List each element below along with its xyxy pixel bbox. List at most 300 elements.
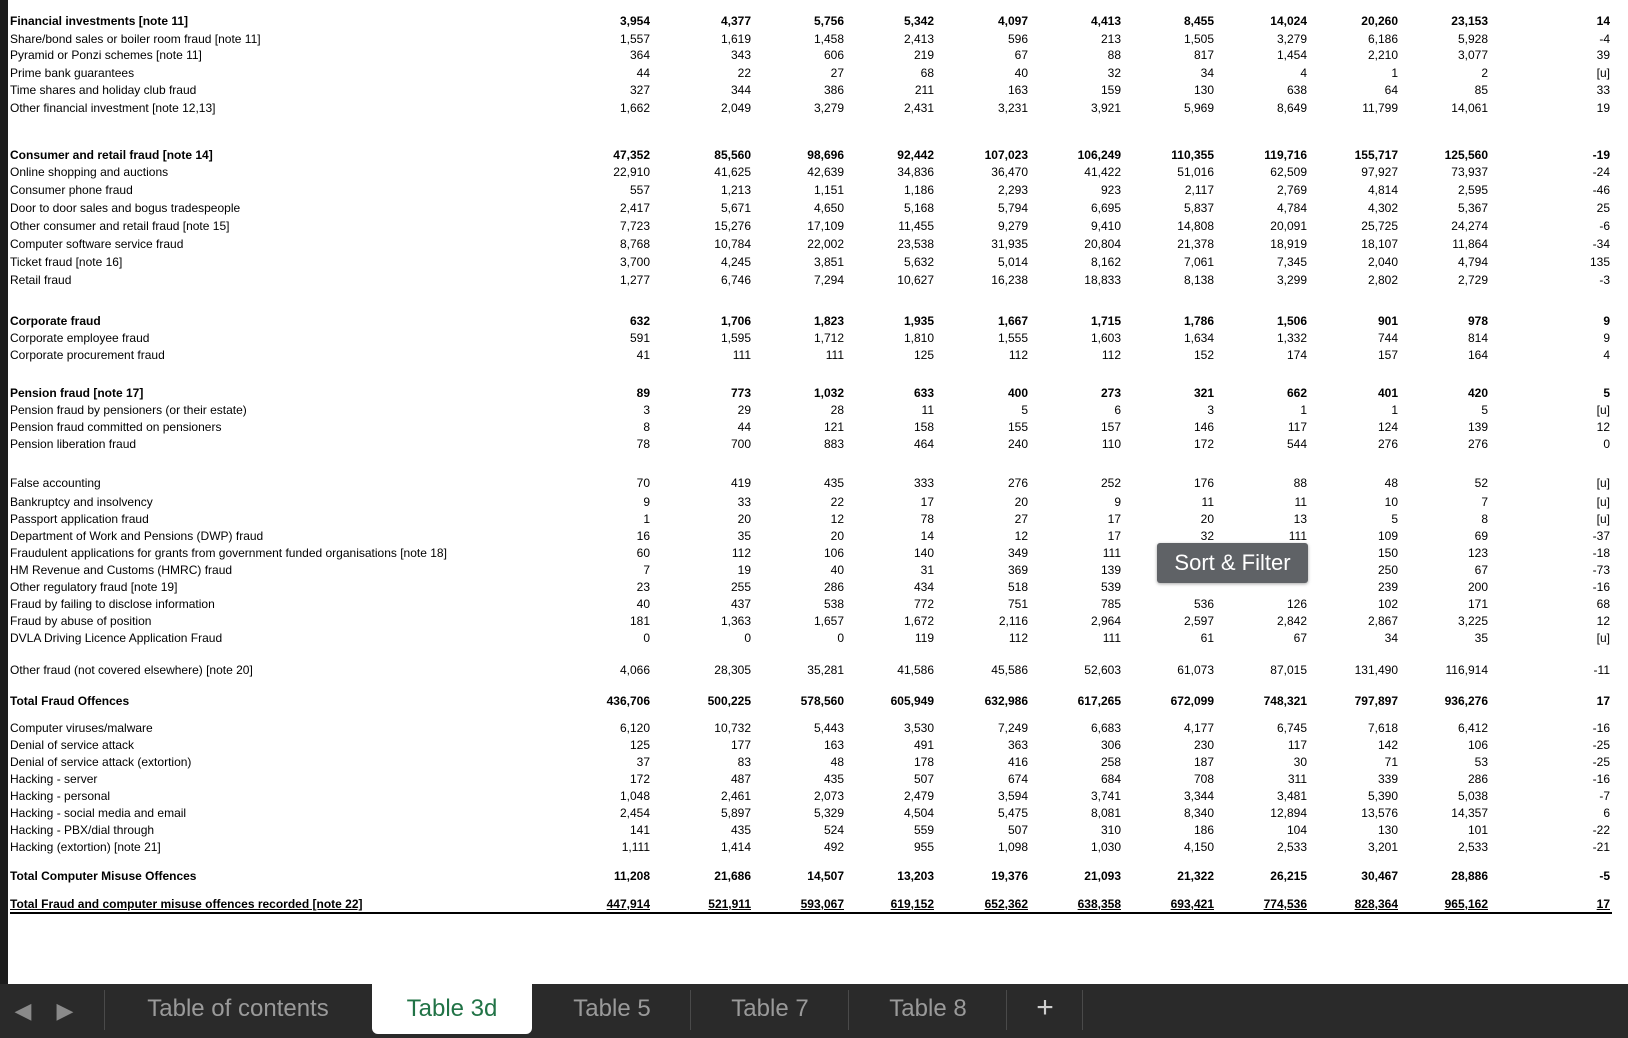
table-cell[interactable]: 200 — [1467, 580, 1488, 594]
table-cell[interactable]: 4,377 — [720, 14, 751, 28]
table-cell[interactable]: 17 — [1107, 512, 1121, 526]
table-cell[interactable]: 13,576 — [1361, 806, 1398, 820]
table-cell[interactable]: -19 — [1592, 148, 1610, 162]
table-cell[interactable]: 9,410 — [1090, 219, 1121, 233]
table-cell[interactable]: 70 — [636, 476, 650, 490]
table-cell[interactable]: 4,302 — [1367, 201, 1398, 215]
table-cell[interactable]: 18,919 — [1270, 237, 1307, 251]
table-cell[interactable]: 67 — [1293, 631, 1307, 645]
row-label[interactable]: Corporate employee fraud — [10, 331, 150, 345]
table-cell[interactable]: 112 — [1008, 631, 1028, 645]
table-cell[interactable]: 34 — [1384, 631, 1398, 645]
table-cell[interactable]: 632 — [629, 314, 650, 328]
table-cell[interactable]: 6,683 — [1090, 721, 1121, 735]
table-cell[interactable]: 11 — [1201, 495, 1214, 509]
table-cell[interactable]: 44 — [636, 66, 650, 80]
table-cell[interactable]: 6,745 — [1276, 721, 1307, 735]
table-cell[interactable]: 1,505 — [1183, 32, 1214, 46]
table-cell[interactable]: 152 — [1193, 348, 1214, 362]
table-cell[interactable]: 617,265 — [1077, 694, 1121, 708]
table-cell[interactable]: 52,603 — [1084, 663, 1121, 677]
table-cell[interactable]: 344 — [730, 83, 751, 97]
row-label[interactable]: Other consumer and retail fraud [note 15] — [10, 219, 230, 233]
table-cell[interactable]: 28,886 — [1451, 869, 1488, 883]
row-label[interactable]: Consumer and retail fraud [note 14] — [10, 148, 213, 162]
table-cell[interactable]: 1 — [1300, 403, 1307, 417]
table-cell[interactable]: 774,536 — [1263, 897, 1307, 911]
table-cell[interactable]: 37 — [636, 755, 650, 769]
table-cell[interactable]: [u] — [1596, 66, 1610, 80]
table-cell[interactable]: 155 — [1007, 420, 1028, 434]
table-cell[interactable]: 5,837 — [1183, 201, 1214, 215]
table-cell[interactable]: 492 — [823, 840, 844, 854]
row-label[interactable]: Corporate procurement fraud — [10, 348, 165, 362]
table-cell[interactable]: 40 — [830, 563, 844, 577]
table-cell[interactable]: 8 — [643, 420, 650, 434]
table-cell[interactable]: 12,894 — [1270, 806, 1307, 820]
table-cell[interactable]: 139 — [1100, 563, 1121, 577]
table-cell[interactable]: 30 — [1293, 755, 1307, 769]
row-label[interactable]: False accounting — [10, 476, 101, 490]
table-cell[interactable]: 2,595 — [1457, 183, 1488, 197]
table-cell[interactable]: 26,215 — [1270, 869, 1307, 883]
table-cell[interactable]: -25 — [1592, 738, 1610, 752]
table-cell[interactable]: -37 — [1592, 529, 1610, 543]
table-cell[interactable]: 85,560 — [714, 148, 751, 162]
table-cell[interactable]: 44 — [737, 420, 751, 434]
table-cell[interactable]: [u] — [1596, 631, 1610, 645]
table-cell[interactable]: 619,152 — [890, 897, 934, 911]
table-cell[interactable]: 4,814 — [1367, 183, 1398, 197]
row-label[interactable]: Pension fraud committed on pensioners — [10, 420, 222, 434]
table-cell[interactable]: 3,481 — [1276, 789, 1307, 803]
table-cell[interactable]: 10,732 — [714, 721, 751, 735]
table-cell[interactable]: 3 — [643, 403, 650, 417]
table-cell[interactable]: 1,332 — [1276, 331, 1307, 345]
table-cell[interactable]: 538 — [823, 597, 844, 611]
table-cell[interactable]: [u] — [1596, 512, 1610, 526]
table-cell[interactable]: 106 — [1467, 738, 1488, 752]
table-cell[interactable]: 276 — [1377, 437, 1398, 451]
table-cell[interactable]: 306 — [1100, 738, 1121, 752]
table-cell[interactable]: 97,927 — [1361, 165, 1398, 179]
table-cell[interactable]: 828,364 — [1354, 897, 1398, 911]
table-cell[interactable]: 5,342 — [903, 14, 934, 28]
table-cell[interactable]: 507 — [1007, 823, 1028, 837]
row-label[interactable]: Corporate fraud — [10, 314, 101, 328]
table-cell[interactable]: 45,586 — [991, 663, 1028, 677]
table-cell[interactable]: 20,091 — [1270, 219, 1307, 233]
table-cell[interactable]: 2,073 — [813, 789, 844, 803]
row-label[interactable]: Pension fraud [note 17] — [10, 386, 144, 400]
table-cell[interactable]: 89 — [636, 386, 650, 400]
table-cell[interactable]: 20 — [830, 529, 844, 543]
table-cell[interactable]: 8,340 — [1183, 806, 1214, 820]
table-cell[interactable]: 6,746 — [720, 273, 751, 287]
table-cell[interactable]: 7,618 — [1367, 721, 1398, 735]
table-cell[interactable]: 536 — [1193, 597, 1214, 611]
table-cell[interactable]: 2,533 — [1276, 840, 1307, 854]
table-cell[interactable]: -18 — [1592, 546, 1610, 560]
table-cell[interactable]: 31 — [920, 563, 934, 577]
table-cell[interactable]: -22 — [1592, 823, 1610, 837]
table-cell[interactable]: 2,049 — [720, 101, 751, 115]
table-cell[interactable]: 593,067 — [800, 897, 844, 911]
table-cell[interactable]: 14,507 — [807, 869, 844, 883]
table-cell[interactable]: 2,454 — [619, 806, 650, 820]
add-sheet-button[interactable]: + — [1036, 991, 1054, 1024]
table-cell[interactable]: -34 — [1592, 237, 1610, 251]
table-cell[interactable]: 140 — [913, 546, 934, 560]
table-cell[interactable]: 139 — [1467, 420, 1488, 434]
table-cell[interactable]: 22,002 — [807, 237, 844, 251]
table-cell[interactable]: 20,804 — [1084, 237, 1121, 251]
table-cell[interactable]: 11 — [1294, 495, 1307, 509]
tab-table-8[interactable]: Table 8 — [889, 995, 967, 1022]
table-cell[interactable]: 158 — [913, 420, 934, 434]
tab-table-5[interactable]: Table 5 — [573, 995, 651, 1022]
table-cell[interactable]: 539 — [1100, 580, 1121, 594]
table-cell[interactable]: 339 — [1377, 772, 1398, 786]
row-label[interactable]: Financial investments [note 11] — [10, 14, 189, 28]
table-cell[interactable]: 2,533 — [1457, 840, 1488, 854]
table-cell[interactable]: 163 — [823, 738, 844, 752]
table-cell[interactable]: 1,186 — [903, 183, 934, 197]
table-cell[interactable]: 4,066 — [619, 663, 650, 677]
row-label[interactable]: Hacking (extortion) [note 21] — [10, 840, 161, 854]
table-cell[interactable]: 29 — [737, 403, 751, 417]
table-cell[interactable]: 5,632 — [903, 255, 934, 269]
table-cell[interactable]: 1,030 — [1090, 840, 1121, 854]
table-cell[interactable]: 106 — [823, 546, 844, 560]
table-cell[interactable]: 7,723 — [619, 219, 650, 233]
table-cell[interactable]: 14,808 — [1177, 219, 1214, 233]
previous-sheet-icon[interactable]: ◀ — [14, 998, 32, 1023]
table-cell[interactable]: 64 — [1384, 83, 1398, 97]
table-cell[interactable]: 744 — [1377, 331, 1398, 345]
table-cell[interactable]: 35 — [737, 529, 751, 543]
table-cell[interactable]: 978 — [1467, 314, 1488, 328]
table-cell[interactable]: 18,833 — [1084, 273, 1121, 287]
table-cell[interactable]: 126 — [1286, 597, 1307, 611]
table-cell[interactable]: 15,276 — [714, 219, 751, 233]
table-cell[interactable]: 83 — [737, 755, 751, 769]
table-cell[interactable]: 110 — [1101, 437, 1121, 451]
table-cell[interactable]: 447,914 — [606, 897, 650, 911]
table-cell[interactable]: 110,355 — [1171, 148, 1214, 162]
table-cell[interactable]: 557 — [629, 183, 650, 197]
table-cell[interactable]: 141 — [629, 823, 650, 837]
row-label[interactable]: Retail fraud — [10, 273, 72, 287]
table-cell[interactable]: 1 — [1391, 403, 1398, 417]
table-cell[interactable]: 117 — [1287, 420, 1307, 434]
table-cell[interactable]: 4,413 — [1090, 14, 1121, 28]
table-cell[interactable]: 1,458 — [813, 32, 844, 46]
table-cell[interactable]: 157 — [1377, 348, 1398, 362]
table-cell[interactable]: 32 — [1107, 66, 1121, 80]
table-cell[interactable]: 11,864 — [1452, 237, 1488, 251]
table-cell[interactable]: 638,358 — [1077, 897, 1121, 911]
table-cell[interactable]: 1,555 — [997, 331, 1028, 345]
row-label[interactable]: Pension fraud by pensioners (or their estate) — [10, 403, 247, 417]
table-cell[interactable]: 1,363 — [720, 614, 751, 628]
table-cell[interactable]: 6 — [1114, 403, 1121, 417]
table-cell[interactable]: 21,322 — [1177, 869, 1214, 883]
table-cell[interactable]: 125 — [913, 348, 934, 362]
table-cell[interactable]: 11,208 — [613, 869, 650, 883]
table-cell[interactable]: 3,594 — [997, 789, 1028, 803]
table-cell[interactable]: 276 — [1467, 437, 1488, 451]
table-cell[interactable]: 5,038 — [1457, 789, 1488, 803]
table-cell[interactable]: 124 — [1377, 420, 1398, 434]
row-label[interactable]: Computer software service fraud — [10, 237, 184, 251]
table-cell[interactable]: 1,603 — [1090, 331, 1121, 345]
table-cell[interactable]: 8,768 — [619, 237, 650, 251]
table-cell[interactable]: 41,625 — [714, 165, 751, 179]
tab-table-7[interactable]: Table 7 — [731, 995, 809, 1022]
table-cell[interactable]: 219 — [913, 48, 934, 62]
table-cell[interactable]: 286 — [1467, 772, 1488, 786]
table-cell[interactable]: 78 — [920, 512, 934, 526]
table-cell[interactable]: 172 — [1193, 437, 1214, 451]
table-cell[interactable]: 36,470 — [991, 165, 1028, 179]
table-cell[interactable]: 7,061 — [1183, 255, 1214, 269]
table-cell[interactable]: 386 — [823, 83, 844, 97]
row-label[interactable]: Fraud by abuse of position — [10, 614, 152, 628]
table-cell[interactable]: 2,431 — [903, 101, 934, 115]
tab-table-3d[interactable]: Table 3d — [372, 984, 532, 1034]
table-cell[interactable]: 17 — [920, 495, 934, 509]
table-cell[interactable]: 5,969 — [1183, 101, 1214, 115]
table-cell[interactable]: 33 — [1596, 83, 1610, 97]
table-cell[interactable]: 1,098 — [997, 840, 1028, 854]
table-cell[interactable]: 544 — [1286, 437, 1307, 451]
table-cell[interactable]: 61,073 — [1177, 663, 1214, 677]
row-label[interactable]: Pyramid or Ponzi schemes [note 11] — [10, 48, 202, 62]
table-cell[interactable]: 2,842 — [1276, 614, 1307, 628]
table-cell[interactable]: 9,279 — [997, 219, 1028, 233]
table-cell[interactable]: 211 — [914, 83, 934, 97]
table-cell[interactable]: 708 — [1193, 772, 1214, 786]
table-cell[interactable]: 1 — [1391, 66, 1398, 80]
row-label[interactable]: Share/bond sales or boiler room fraud [note 11] — [10, 32, 261, 46]
table-cell[interactable]: 111 — [825, 348, 844, 362]
table-cell[interactable]: 3,741 — [1090, 789, 1121, 803]
table-cell[interactable]: 5 — [1603, 386, 1610, 400]
table-cell[interactable]: 901 — [1377, 314, 1398, 328]
table-cell[interactable]: 1,667 — [997, 314, 1028, 328]
table-cell[interactable]: 51,016 — [1177, 165, 1214, 179]
table-cell[interactable]: [u] — [1596, 495, 1610, 509]
table-cell[interactable]: 1,634 — [1183, 331, 1214, 345]
table-cell[interactable]: 10,627 — [897, 273, 934, 287]
table-cell[interactable]: 116,914 — [1445, 663, 1488, 677]
table-cell[interactable]: 1,712 — [813, 331, 844, 345]
table-cell[interactable]: 596 — [1007, 32, 1028, 46]
table-cell[interactable]: 2,461 — [720, 789, 751, 803]
table-cell[interactable]: 239 — [1377, 580, 1398, 594]
table-cell[interactable]: 119 — [914, 631, 934, 645]
table-cell[interactable]: 4,177 — [1183, 721, 1214, 735]
table-cell[interactable]: 62,509 — [1270, 165, 1307, 179]
table-cell[interactable]: 12 — [830, 512, 844, 526]
table-cell[interactable]: 104 — [1286, 823, 1307, 837]
table-cell[interactable]: 693,421 — [1170, 897, 1214, 911]
table-cell[interactable]: 186 — [1193, 823, 1214, 837]
table-cell[interactable]: 150 — [1377, 546, 1398, 560]
table-cell[interactable]: 41 — [636, 348, 650, 362]
table-cell[interactable]: 1 — [643, 512, 650, 526]
table-cell[interactable]: 343 — [730, 48, 751, 62]
table-cell[interactable]: 5,014 — [997, 255, 1028, 269]
table-cell[interactable]: 12 — [1014, 529, 1028, 543]
table-cell[interactable]: 42,639 — [807, 165, 844, 179]
table-cell[interactable]: 5,897 — [720, 806, 751, 820]
table-cell[interactable]: 1,414 — [720, 840, 751, 854]
row-label[interactable]: Hacking - server — [10, 772, 98, 786]
table-cell[interactable]: 112 — [1008, 348, 1028, 362]
table-cell[interactable]: 1,213 — [720, 183, 751, 197]
table-cell[interactable]: 16,238 — [991, 273, 1028, 287]
table-cell[interactable]: 5 — [1021, 403, 1028, 417]
table-cell[interactable]: 2,729 — [1457, 273, 1488, 287]
table-cell[interactable]: 41,422 — [1084, 165, 1121, 179]
table-cell[interactable]: 7,345 — [1276, 255, 1307, 269]
table-cell[interactable]: 2,117 — [1184, 183, 1214, 197]
table-cell[interactable]: 2,769 — [1276, 183, 1307, 197]
table-cell[interactable]: 240 — [1007, 437, 1028, 451]
table-cell[interactable]: 7 — [1481, 495, 1488, 509]
table-cell[interactable]: 9 — [1114, 495, 1121, 509]
table-cell[interactable]: 2,116 — [998, 614, 1028, 628]
table-cell[interactable]: 52 — [1474, 476, 1488, 490]
table-cell[interactable]: 20 — [737, 512, 751, 526]
table-cell[interactable]: 60 — [636, 546, 650, 560]
table-cell[interactable]: 230 — [1193, 738, 1214, 752]
table-cell[interactable]: 19 — [1596, 101, 1610, 115]
table-cell[interactable]: 363 — [1007, 738, 1028, 752]
table-cell[interactable]: 1,277 — [619, 273, 650, 287]
table-cell[interactable]: 814 — [1467, 331, 1488, 345]
table-cell[interactable]: -16 — [1592, 580, 1610, 594]
table-cell[interactable]: 135 — [1589, 255, 1610, 269]
table-cell[interactable]: 674 — [1007, 772, 1028, 786]
table-cell[interactable]: 5 — [1481, 403, 1488, 417]
table-cell[interactable]: 1,032 — [813, 386, 844, 400]
table-cell[interactable]: 68 — [920, 66, 934, 80]
table-cell[interactable]: 18,107 — [1361, 237, 1398, 251]
table-cell[interactable]: 6,186 — [1367, 32, 1398, 46]
table-cell[interactable]: 5,794 — [997, 201, 1028, 215]
table-cell[interactable]: 773 — [730, 386, 751, 400]
table-cell[interactable]: 700 — [730, 437, 751, 451]
table-cell[interactable]: 107,023 — [984, 148, 1028, 162]
table-cell[interactable]: 435 — [823, 476, 844, 490]
table-cell[interactable]: 591 — [629, 331, 650, 345]
table-cell[interactable]: 936,276 — [1444, 694, 1488, 708]
table-cell[interactable]: -16 — [1592, 721, 1610, 735]
table-cell[interactable]: 33 — [737, 495, 751, 509]
table-cell[interactable]: 25 — [1596, 201, 1610, 215]
table-cell[interactable]: 400 — [1007, 386, 1028, 400]
table-cell[interactable]: 5 — [1391, 512, 1398, 526]
table-cell[interactable]: 146 — [1193, 420, 1214, 434]
table-cell[interactable]: 1,151 — [813, 183, 844, 197]
table-cell[interactable]: 578,560 — [800, 694, 844, 708]
table-cell[interactable]: 14 — [920, 529, 934, 543]
table-cell[interactable]: 35,281 — [807, 663, 844, 677]
table-cell[interactable]: 41,586 — [897, 663, 934, 677]
table-cell[interactable]: 177 — [730, 738, 751, 752]
table-cell[interactable]: 9 — [1603, 314, 1610, 328]
table-cell[interactable]: 252 — [1100, 476, 1121, 490]
table-cell[interactable]: 310 — [1100, 823, 1121, 837]
row-label[interactable]: Ticket fraud [note 16] — [10, 255, 123, 269]
table-cell[interactable]: 8,455 — [1183, 14, 1214, 28]
table-cell[interactable]: 5,928 — [1457, 32, 1488, 46]
table-cell[interactable]: 437 — [730, 597, 751, 611]
table-cell[interactable]: 39 — [1596, 48, 1610, 62]
table-cell[interactable]: 121 — [823, 420, 844, 434]
table-cell[interactable]: 4,784 — [1276, 201, 1307, 215]
table-cell[interactable]: 21,093 — [1084, 869, 1121, 883]
table-cell[interactable]: -7 — [1599, 789, 1610, 803]
table-cell[interactable]: 8 — [1481, 512, 1488, 526]
table-cell[interactable]: 3,077 — [1457, 48, 1488, 62]
row-label[interactable]: Fraudulent applications for grants from government funded organisations [note 18] — [10, 546, 447, 560]
table-cell[interactable]: 9 — [643, 495, 650, 509]
table-cell[interactable]: 4,150 — [1183, 840, 1214, 854]
table-cell[interactable]: 3,954 — [619, 14, 650, 28]
table-cell[interactable]: 13 — [1293, 512, 1307, 526]
table-cell[interactable]: 487 — [730, 772, 751, 786]
table-cell[interactable]: 125,560 — [1444, 148, 1488, 162]
table-cell[interactable]: 155,717 — [1354, 148, 1398, 162]
row-label[interactable]: HM Revenue and Customs (HMRC) fraud — [10, 563, 233, 577]
table-cell[interactable]: 883 — [823, 437, 844, 451]
row-label[interactable]: Door to door sales and bogus tradespeople — [10, 201, 241, 215]
table-cell[interactable]: 16 — [636, 529, 650, 543]
row-label[interactable]: Total Fraud and computer misuse offences recorded [note 22] — [10, 897, 363, 911]
row-label[interactable]: Bankruptcy and insolvency — [10, 495, 153, 509]
table-cell[interactable]: 68 — [1596, 597, 1610, 611]
table-cell[interactable]: 12 — [1596, 420, 1610, 434]
table-cell[interactable]: 8,081 — [1090, 806, 1121, 820]
table-cell[interactable]: 3,344 — [1183, 789, 1214, 803]
table-cell[interactable]: 955 — [913, 840, 934, 854]
row-label[interactable]: Department of Work and Pensions (DWP) fraud — [10, 529, 264, 543]
table-cell[interactable]: 11,799 — [1362, 101, 1398, 115]
table-cell[interactable]: 1,111 — [621, 840, 650, 854]
table-cell[interactable]: -6 — [1599, 219, 1610, 233]
table-cell[interactable]: 3,225 — [1457, 614, 1488, 628]
table-cell[interactable]: 47,352 — [613, 148, 650, 162]
row-label[interactable]: Hacking - personal — [10, 789, 111, 803]
table-cell[interactable]: 6,120 — [619, 721, 650, 735]
table-cell[interactable]: 2,210 — [1367, 48, 1398, 62]
table-cell[interactable]: 22,910 — [613, 165, 650, 179]
row-label[interactable]: Other regulatory fraud [note 19] — [10, 580, 178, 594]
table-cell[interactable]: 111 — [1102, 631, 1121, 645]
table-cell[interactable]: 111 — [1288, 529, 1307, 543]
table-cell[interactable]: 965,162 — [1444, 897, 1488, 911]
table-cell[interactable]: 27 — [1014, 512, 1028, 526]
table-cell[interactable]: 5,443 — [813, 721, 844, 735]
table-cell[interactable]: 524 — [823, 823, 844, 837]
table-cell[interactable]: 3,201 — [1367, 840, 1398, 854]
row-label[interactable]: Denial of service attack — [10, 738, 135, 752]
table-cell[interactable]: 797,897 — [1354, 694, 1398, 708]
